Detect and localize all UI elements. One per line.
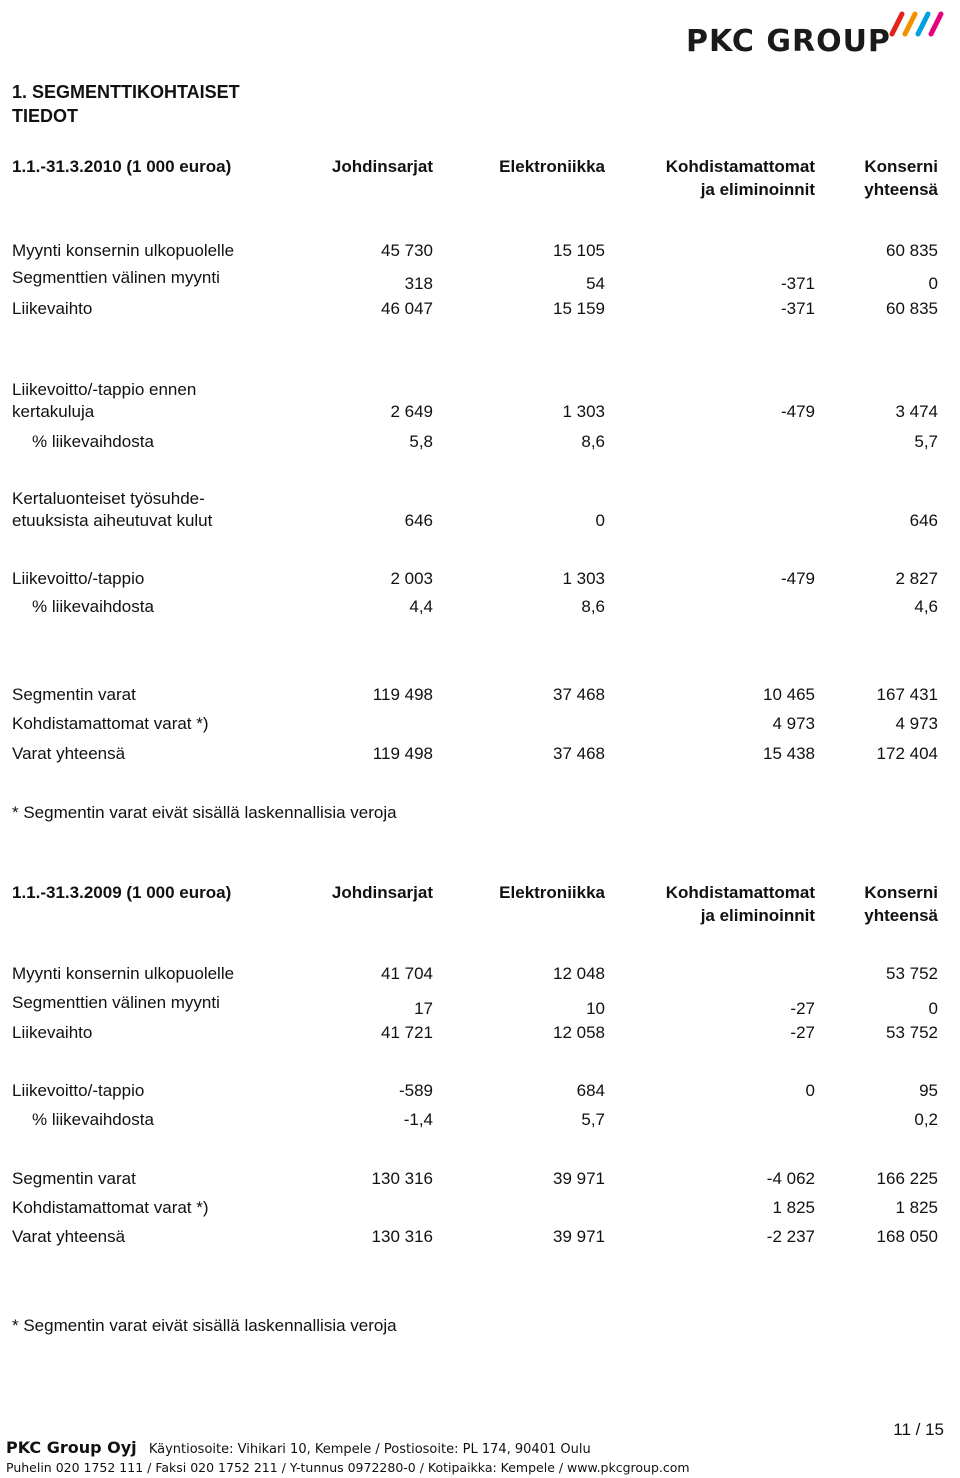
cell-value: 119 498: [372, 744, 433, 763]
row-label: Liikevoitto/-tappio: [12, 569, 145, 588]
row-label: Liikevaihto: [12, 1023, 93, 1042]
cell-value: 4,4: [409, 597, 433, 616]
cell-value: 4 973: [895, 714, 938, 733]
cell-value: 0: [928, 274, 938, 293]
cell-value: 37 468: [553, 744, 605, 763]
cell-value: 41 704: [381, 964, 433, 983]
cell-value: 0: [595, 511, 605, 530]
cell-value: 130 316: [371, 1227, 433, 1246]
cell-value: 168 050: [876, 1227, 938, 1246]
table-period-label: 1.1.-31.3.2010 (1 000 euroa): [12, 157, 232, 176]
cell-value: 119 498: [372, 685, 433, 704]
cell-value: -479: [780, 402, 815, 421]
column-header-konserni: Konserni: [864, 883, 938, 902]
cell-value: 53 752: [886, 964, 938, 983]
row-label: Segmenttien välinen myynti: [12, 268, 220, 287]
cell-value: 15 438: [763, 744, 815, 763]
table-period-label: 1.1.-31.3.2009 (1 000 euroa): [12, 883, 232, 902]
row-label: % liikevaihdosta: [32, 432, 154, 451]
cell-value: -371: [780, 274, 815, 293]
cell-value: 39 971: [553, 1227, 605, 1246]
cell-value: 3 474: [895, 402, 938, 421]
company-logo: [686, 10, 956, 60]
cell-value: 4 973: [772, 714, 815, 733]
row-label: Kohdistamattomat varat *): [12, 1198, 209, 1217]
section-title-line1: 1. SEGMENTTIKOHTAISET: [12, 82, 240, 102]
column-header-yhteensa: yhteensä: [864, 180, 938, 199]
cell-value: 318: [404, 274, 433, 293]
row-label: % liikevaihdosta: [32, 597, 154, 616]
row-label: Varat yhteensä: [12, 744, 126, 763]
cell-value: 167 431: [876, 685, 938, 704]
row-label: Myynti konsernin ulkopuolelle: [12, 241, 235, 260]
row-label: Segmentin varat: [12, 1169, 136, 1188]
row-label: Kertaluonteiset työsuhde-: [12, 489, 205, 508]
row-label-continued: etuuksista aiheutuvat kulut: [12, 511, 213, 530]
logo-stripes-icon: [886, 10, 956, 38]
footer-address-line: [6, 1438, 591, 1457]
column-header-elektroniikka: Elektroniikka: [499, 157, 605, 176]
cell-value: 684: [576, 1081, 605, 1100]
column-header-johdinsarjat: Johdinsarjat: [331, 157, 433, 176]
column-header-elektroniikka: Elektroniikka: [499, 883, 605, 902]
cell-value: 0: [928, 999, 938, 1018]
cell-value: 1 303: [562, 569, 605, 588]
cell-value: 95: [919, 1081, 938, 1100]
cell-value: 15 159: [553, 299, 605, 318]
section-title: [12, 80, 240, 128]
cell-value: 45 730: [381, 241, 433, 260]
cell-value: 5,7: [914, 432, 938, 451]
footer-company: PKC Group Oyj: [6, 1438, 137, 1457]
page-number: 11 / 15: [893, 1420, 944, 1439]
cell-value: -2 237: [766, 1227, 815, 1246]
column-header-kohdistamattomat: Kohdistamattomat: [665, 157, 815, 176]
footer-contact-line: Puhelin 020 1752 111 / Faksi 020 1752 211 / Y-tunnus 0972280-0 / Kotipaikka: Kempele / www.pkcgroup.com: [6, 1460, 690, 1475]
cell-value: 646: [909, 511, 938, 530]
logo-text: PKC GROUP: [686, 24, 891, 59]
row-label: Segmentin varat: [12, 685, 136, 704]
cell-value: 1 825: [895, 1198, 938, 1217]
cell-value: 2 649: [390, 402, 433, 421]
cell-value: 646: [404, 511, 433, 530]
cell-value: 1 303: [562, 402, 605, 421]
row-label: % liikevaihdosta: [32, 1110, 154, 1129]
cell-value: 8,6: [581, 432, 605, 451]
row-label: Liikevoitto/-tappio ennen: [12, 380, 197, 399]
cell-value: 12 058: [553, 1023, 605, 1042]
cell-value: -589: [398, 1081, 433, 1100]
section-title-line2: TIEDOT: [12, 106, 78, 126]
cell-value: -4 062: [766, 1169, 815, 1188]
cell-value: -27: [790, 999, 815, 1018]
cell-value: 166 225: [876, 1169, 938, 1188]
cell-value: 12 048: [553, 964, 605, 983]
row-label-continued: kertakuluja: [12, 402, 95, 421]
cell-value: 2 827: [895, 569, 938, 588]
cell-value: 54: [586, 274, 605, 293]
column-header-eliminoinnit: ja eliminoinnit: [700, 906, 815, 925]
row-label: Kohdistamattomat varat *): [12, 714, 209, 733]
cell-value: 46 047: [381, 299, 433, 318]
cell-value: 10: [586, 999, 605, 1018]
column-header-kohdistamattomat: Kohdistamattomat: [665, 883, 815, 902]
column-header-konserni: Konserni: [864, 157, 938, 176]
cell-value: -479: [780, 569, 815, 588]
table-footnote-2009: * Segmentin varat eivät sisällä laskennallisia veroja: [12, 1316, 397, 1335]
cell-value: 2 003: [390, 569, 433, 588]
cell-value: 41 721: [381, 1023, 433, 1042]
cell-value: 15 105: [553, 241, 605, 260]
row-label: Liikevoitto/-tappio: [12, 1081, 145, 1100]
cell-value: 0,2: [914, 1110, 938, 1129]
row-label: Varat yhteensä: [12, 1227, 126, 1246]
cell-value: -27: [790, 1023, 815, 1042]
cell-value: 39 971: [553, 1169, 605, 1188]
footer-address: Käyntiosoite: Vihikari 10, Kempele / Postiosoite: PL 174, 90401 Oulu: [148, 1442, 591, 1457]
cell-value: 5,7: [581, 1110, 605, 1129]
table-footnote-2010: * Segmentin varat eivät sisällä laskennallisia veroja: [12, 803, 397, 822]
cell-value: 60 835: [886, 241, 938, 260]
cell-value: 4,6: [914, 597, 938, 616]
cell-value: 10 465: [763, 685, 815, 704]
cell-value: 53 752: [886, 1023, 938, 1042]
cell-value: 8,6: [581, 597, 605, 616]
cell-value: 37 468: [553, 685, 605, 704]
cell-value: 1 825: [772, 1198, 815, 1217]
column-header-johdinsarjat: Johdinsarjat: [331, 883, 433, 902]
cell-value: 5,8: [409, 432, 433, 451]
cell-value: 172 404: [876, 744, 938, 763]
cell-value: 130 316: [371, 1169, 433, 1188]
column-header-yhteensa: yhteensä: [864, 906, 938, 925]
column-header-eliminoinnit: ja eliminoinnit: [700, 180, 815, 199]
row-label: Segmenttien välinen myynti: [12, 993, 220, 1012]
row-label: Myynti konsernin ulkopuolelle: [12, 964, 235, 983]
cell-value: 60 835: [886, 299, 938, 318]
cell-value: -371: [780, 299, 815, 318]
cell-value: 17: [414, 999, 433, 1018]
row-label: Liikevaihto: [12, 299, 93, 318]
cell-value: 0: [805, 1081, 815, 1100]
cell-value: -1,4: [403, 1110, 433, 1129]
